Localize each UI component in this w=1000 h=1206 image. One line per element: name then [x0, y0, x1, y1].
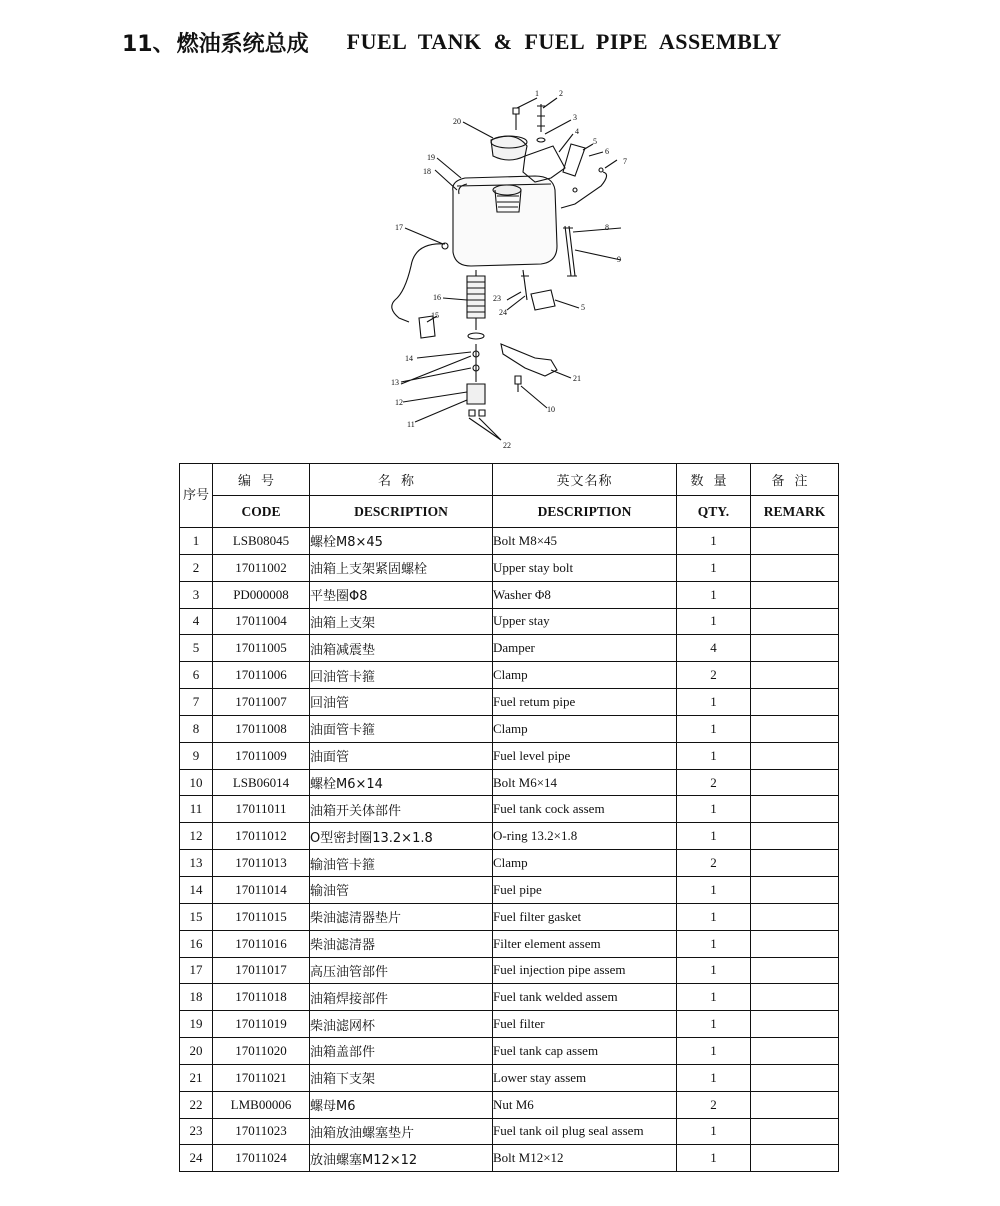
cell-remark	[751, 957, 839, 984]
column-header-english-name-zh: 英文名称	[493, 464, 677, 496]
callout-label: 19	[427, 153, 435, 162]
cell-remark	[751, 528, 839, 555]
cell-description-en: Clamp	[493, 850, 677, 877]
cell-description-en: Filter element assem	[493, 930, 677, 957]
cell-qty: 1	[677, 1064, 751, 1091]
callout-label: 13	[391, 378, 399, 387]
cell-code: 17011016	[213, 930, 310, 957]
cell-seq: 21	[180, 1064, 213, 1091]
cell-code: 17011002	[213, 554, 310, 581]
cell-remark	[751, 1011, 839, 1038]
callout-label: 18	[423, 167, 431, 176]
table-row	[180, 635, 839, 662]
callout-label: 15	[431, 311, 439, 320]
cell-qty: 1	[677, 876, 751, 903]
cell-remark	[751, 1118, 839, 1145]
callout-label: 5	[581, 303, 585, 312]
cell-description-en: Fuel retum pipe	[493, 689, 677, 716]
cell-qty: 1	[677, 1118, 751, 1145]
table-row	[180, 1038, 839, 1065]
callout-label: 24	[499, 308, 507, 317]
callout-label: 23	[493, 294, 501, 303]
cell-name-zh: 输油管卡箍	[310, 850, 493, 877]
cell-name-zh: 油箱开关体部件	[310, 796, 493, 823]
callout-label: 21	[573, 374, 581, 383]
cell-remark	[751, 715, 839, 742]
table-row	[180, 689, 839, 716]
cell-seq: 3	[180, 581, 213, 608]
callout-label: 9	[617, 255, 621, 264]
cell-code: 17011014	[213, 876, 310, 903]
cell-code: 17011018	[213, 984, 310, 1011]
table-row	[180, 554, 839, 581]
cell-name-zh: 螺栓M8×45	[310, 528, 493, 555]
table-row	[180, 608, 839, 635]
cell-remark	[751, 876, 839, 903]
callout-label: 14	[405, 354, 413, 363]
cell-seq: 1	[180, 528, 213, 555]
cell-qty: 1	[677, 1038, 751, 1065]
cell-qty: 1	[677, 957, 751, 984]
cell-description-en: Fuel tank oil plug seal assem	[493, 1118, 677, 1145]
cell-name-zh: 油箱上支架	[310, 608, 493, 635]
cell-seq: 7	[180, 689, 213, 716]
cell-description-en: Fuel level pipe	[493, 742, 677, 769]
callout-label: 12	[395, 398, 403, 407]
cell-qty: 1	[677, 823, 751, 850]
cell-name-zh: 油箱放油螺塞垫片	[310, 1118, 493, 1145]
table-row	[180, 957, 839, 984]
cell-description-en: O-ring 13.2×1.8	[493, 823, 677, 850]
cell-remark	[751, 662, 839, 689]
cell-name-zh: 回油管	[310, 689, 493, 716]
cell-name-zh: 油箱焊接部件	[310, 984, 493, 1011]
cell-description-en: Washer Φ8	[493, 581, 677, 608]
cell-seq: 13	[180, 850, 213, 877]
cell-seq: 17	[180, 957, 213, 984]
callout-label: 6	[605, 147, 609, 156]
cell-remark	[751, 689, 839, 716]
callout-label: 4	[575, 127, 579, 136]
column-header-remark-zh: 备注	[751, 464, 839, 496]
cell-remark	[751, 823, 839, 850]
cell-description-en: Lower stay assem	[493, 1064, 677, 1091]
cell-description-en: Fuel pipe	[493, 876, 677, 903]
header-row-chinese	[180, 464, 839, 496]
cell-remark	[751, 769, 839, 796]
cell-code: 17011012	[213, 823, 310, 850]
cell-remark	[751, 930, 839, 957]
cell-seq: 6	[180, 662, 213, 689]
cell-code: 17011008	[213, 715, 310, 742]
cell-description-en: Fuel injection pipe assem	[493, 957, 677, 984]
section-number: 11、	[122, 31, 175, 57]
cell-seq: 2	[180, 554, 213, 581]
cell-remark	[751, 796, 839, 823]
cell-name-zh: 柴油滤清器	[310, 930, 493, 957]
cell-description-en: Fuel tank welded assem	[493, 984, 677, 1011]
cell-seq: 10	[180, 769, 213, 796]
cell-name-zh: 螺母M6	[310, 1091, 493, 1118]
cell-name-zh: 放油螺塞M12×12	[310, 1145, 493, 1172]
cell-remark	[751, 1064, 839, 1091]
table-row	[180, 984, 839, 1011]
cell-remark	[751, 1038, 839, 1065]
cell-qty: 2	[677, 662, 751, 689]
cell-seq: 18	[180, 984, 213, 1011]
cell-code: 17011005	[213, 635, 310, 662]
cell-name-zh: 油面管	[310, 742, 493, 769]
callout-label: 17	[395, 223, 403, 232]
cell-qty: 2	[677, 769, 751, 796]
table-row	[180, 850, 839, 877]
cell-description-en: Fuel filter	[493, 1011, 677, 1038]
cell-code: 17011015	[213, 903, 310, 930]
cell-name-zh: 油箱盖部件	[310, 1038, 493, 1065]
table-row	[180, 903, 839, 930]
cell-description-en: Bolt M6×14	[493, 769, 677, 796]
cell-description-en: Bolt M8×45	[493, 528, 677, 555]
cell-name-zh: 油箱减震垫	[310, 635, 493, 662]
cell-seq: 9	[180, 742, 213, 769]
cell-seq: 12	[180, 823, 213, 850]
cell-qty: 2	[677, 1091, 751, 1118]
table-row	[180, 1091, 839, 1118]
table-row	[180, 769, 839, 796]
cell-code: 17011004	[213, 608, 310, 635]
cell-qty: 1	[677, 715, 751, 742]
table-row	[180, 528, 839, 555]
cell-name-zh: 回油管卡箍	[310, 662, 493, 689]
callout-label: 7	[623, 157, 627, 166]
cell-name-zh: 柴油滤网杯	[310, 1011, 493, 1038]
cell-code: 17011021	[213, 1064, 310, 1091]
table-row	[180, 1118, 839, 1145]
cell-remark	[751, 608, 839, 635]
cell-code: 17011011	[213, 796, 310, 823]
cell-code: 17011017	[213, 957, 310, 984]
cell-qty: 1	[677, 796, 751, 823]
cell-description-en: Clamp	[493, 715, 677, 742]
cell-qty: 1	[677, 689, 751, 716]
title-english: FUEL TANK & FUEL PIPE ASSEMBLY	[346, 29, 782, 54]
cell-description-en: Fuel tank cock assem	[493, 796, 677, 823]
cell-description-en: Nut M6	[493, 1091, 677, 1118]
table-row	[180, 581, 839, 608]
cell-code: 17011013	[213, 850, 310, 877]
cell-seq: 20	[180, 1038, 213, 1065]
callout-label: 16	[433, 293, 441, 302]
column-header-description-en: DESCRIPTION	[493, 496, 677, 528]
cell-remark	[751, 635, 839, 662]
cell-seq: 5	[180, 635, 213, 662]
cell-qty: 1	[677, 903, 751, 930]
cell-code: 17011006	[213, 662, 310, 689]
table-row	[180, 796, 839, 823]
cell-code: LSB08045	[213, 528, 310, 555]
cell-qty: 4	[677, 635, 751, 662]
cell-qty: 1	[677, 528, 751, 555]
cell-qty: 1	[677, 742, 751, 769]
cell-seq: 19	[180, 1011, 213, 1038]
callout-label: 22	[503, 441, 511, 450]
table-row	[180, 715, 839, 742]
cell-name-zh: 高压油管部件	[310, 957, 493, 984]
cell-seq: 16	[180, 930, 213, 957]
callout-label: 2	[559, 89, 563, 98]
cell-qty: 1	[677, 554, 751, 581]
cell-name-zh: 输油管	[310, 876, 493, 903]
callout-label: 8	[605, 223, 609, 232]
callout-label: 20	[453, 117, 461, 126]
cell-qty: 1	[677, 1145, 751, 1172]
title-chinese: 燃油系统总成	[176, 31, 309, 57]
cell-name-zh: 平垫圈Φ8	[310, 581, 493, 608]
cell-remark	[751, 1091, 839, 1118]
cell-code: 17011019	[213, 1011, 310, 1038]
cell-remark	[751, 850, 839, 877]
exploded-parts-diagram	[375, 86, 645, 456]
cell-code: 17011007	[213, 689, 310, 716]
cell-qty: 1	[677, 581, 751, 608]
table-row	[180, 1011, 839, 1038]
cell-name-zh: O型密封圈13.2×1.8	[310, 823, 493, 850]
cell-code: LMB00006	[213, 1091, 310, 1118]
cell-name-zh: 螺栓M6×14	[310, 769, 493, 796]
cell-name-zh: 油面管卡箍	[310, 715, 493, 742]
cell-seq: 23	[180, 1118, 213, 1145]
cell-qty: 1	[677, 608, 751, 635]
table-row	[180, 823, 839, 850]
column-header-code: CODE	[213, 496, 310, 528]
cell-code: 17011023	[213, 1118, 310, 1145]
table-row	[180, 662, 839, 689]
cell-remark	[751, 581, 839, 608]
cell-description-en: Upper stay bolt	[493, 554, 677, 581]
cell-description-en: Fuel filter gasket	[493, 903, 677, 930]
cell-qty: 2	[677, 850, 751, 877]
table-row	[180, 1145, 839, 1172]
cell-description-en: Upper stay	[493, 608, 677, 635]
page-title	[122, 24, 782, 60]
cell-qty: 1	[677, 1011, 751, 1038]
cell-description-en: Clamp	[493, 662, 677, 689]
cell-description-en: Damper	[493, 635, 677, 662]
cell-remark	[751, 903, 839, 930]
table-row	[180, 930, 839, 957]
callout-label: 10	[547, 405, 555, 414]
header-row-english	[180, 496, 839, 528]
cell-code: 17011024	[213, 1145, 310, 1172]
table-row	[180, 1064, 839, 1091]
cell-seq: 24	[180, 1145, 213, 1172]
column-header-code-zh: 编号	[213, 464, 310, 496]
cell-description-en: Fuel tank cap assem	[493, 1038, 677, 1065]
table-row	[180, 876, 839, 903]
cell-code: PD000008	[213, 581, 310, 608]
cell-remark	[751, 984, 839, 1011]
callout-label: 1	[535, 89, 539, 98]
cell-name-zh: 柴油滤清器垫片	[310, 903, 493, 930]
cell-code: 17011009	[213, 742, 310, 769]
cell-remark	[751, 1145, 839, 1172]
cell-seq: 22	[180, 1091, 213, 1118]
cell-seq: 14	[180, 876, 213, 903]
cell-qty: 1	[677, 930, 751, 957]
cell-seq: 11	[180, 796, 213, 823]
cell-seq: 8	[180, 715, 213, 742]
column-header-name-zh: 名称	[310, 464, 493, 496]
column-header-seq: 序号	[180, 464, 213, 528]
callout-label: 11	[407, 420, 415, 429]
callout-label: 5	[593, 137, 597, 146]
cell-name-zh: 油箱下支架	[310, 1064, 493, 1091]
column-header-description-zh: DESCRIPTION	[310, 496, 493, 528]
cell-code: LSB06014	[213, 769, 310, 796]
table-row	[180, 742, 839, 769]
cell-seq: 15	[180, 903, 213, 930]
parts-table-body	[180, 528, 839, 1172]
parts-table	[179, 463, 839, 1172]
cell-code: 17011020	[213, 1038, 310, 1065]
cell-qty: 1	[677, 984, 751, 1011]
cell-remark	[751, 742, 839, 769]
callout-label: 3	[573, 113, 577, 122]
cell-name-zh: 油箱上支架紧固螺栓	[310, 554, 493, 581]
cell-seq: 4	[180, 608, 213, 635]
column-header-remark: REMARK	[751, 496, 839, 528]
column-header-qty-zh: 数量	[677, 464, 751, 496]
cell-remark	[751, 554, 839, 581]
cell-description-en: Bolt M12×12	[493, 1145, 677, 1172]
column-header-qty: QTY.	[677, 496, 751, 528]
